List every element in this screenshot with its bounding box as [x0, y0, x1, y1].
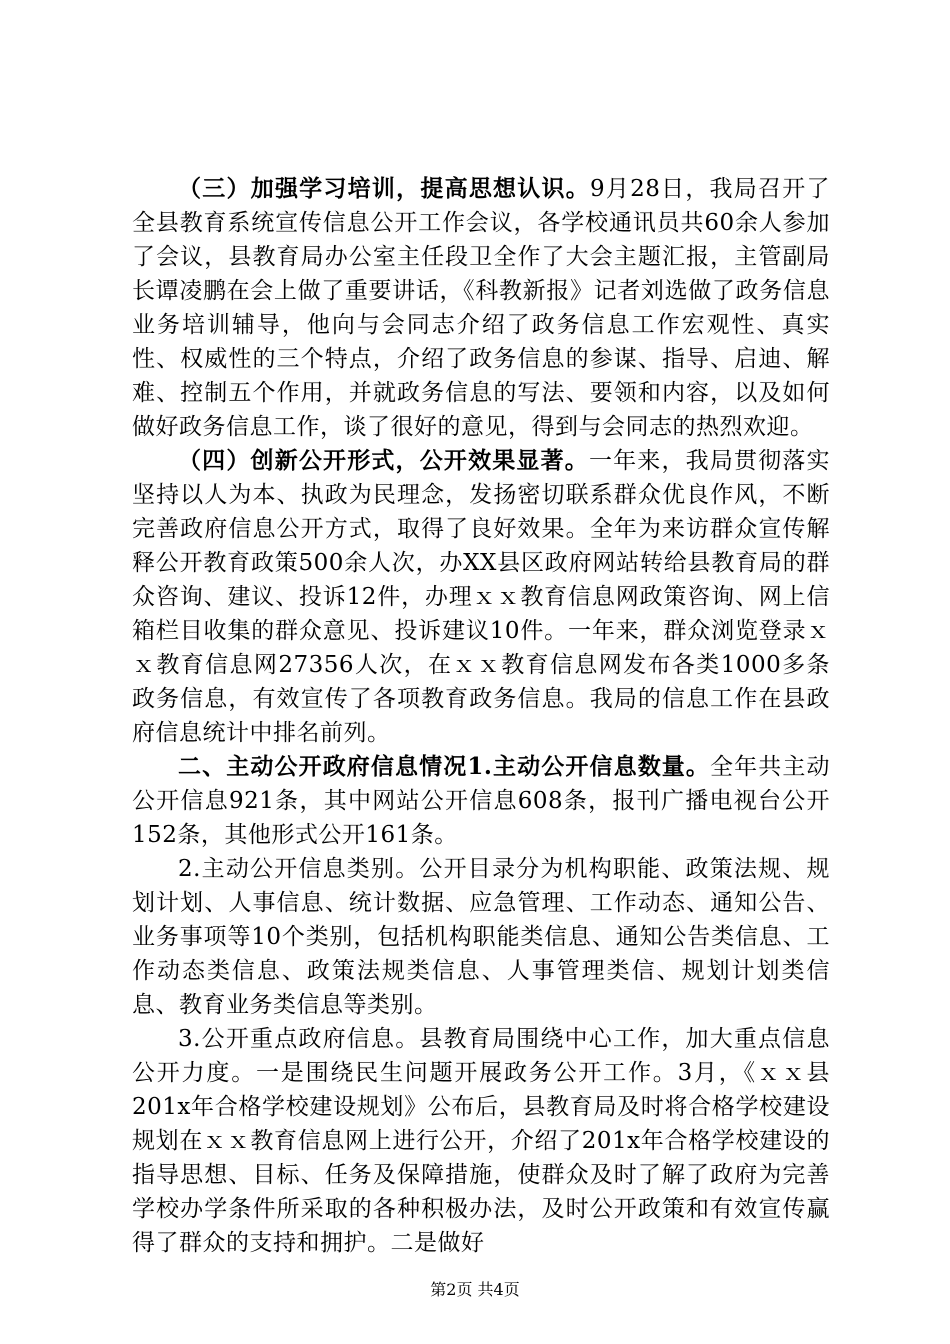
- paragraph-text: 2.主动公开信息类别。公开目录分为机构职能、政策法规、规划计划、人事信息、统计数据、应急管理、工作动态、通知公告、业务事项等10个类别，包括机构职能类信息、通知公告类信息、工作动态类信息、政策法规类信息、人事管理类信、规划计划类信息、教育业务类信息等类别。: [132, 856, 830, 1018]
- paragraph-text: 全年共主动公开信息921条，其中网站公开信息608条，报刊广播电视台公开152条，其他形式公开161条。: [132, 754, 831, 848]
- paragraph-innovation: [132, 444, 830, 750]
- paragraph-training: [132, 172, 830, 444]
- paragraph-categories: [132, 852, 830, 1022]
- paragraph-key-info: [132, 1022, 830, 1260]
- page-footer: 第2页 共4页: [430, 1280, 520, 1299]
- paragraph-heading: （四）创新公开形式，公开效果显著。: [178, 447, 589, 474]
- paragraph-text: 9月28日，我局召开了全县教育系统宣传信息公开工作会议，各学校通讯员共60余人参加了会议，县教育局办公室主任段卫全作了大会主题汇报，主管副局长谭凌鹏在会上做了重要讲话，《科教新报》记者刘选做了政务信息业务培训辅导，他向与会同志介绍了政务信息工作宏观性、真实性、权威性的三个特点，介绍了政务信息的参谋、指导、启迪、解难、控制五个作用，并就政务信息的写法、要领和内容，以及如何做好政务信息工作，谈了很好的意见，得到与会同志的热烈欢迎。: [132, 176, 830, 440]
- document-body: [132, 172, 830, 1260]
- paragraph-text: 一年来，我局贯彻落实坚持以人为本、执政为民理念，发扬密切联系群众优良作风，不断完善政府信息公开方式，取得了良好效果。全年为来访群众宣传解释公开教育政策500余人次，办XX县区政府网站转给县教育局的群众咨询、建议、投诉12件，办理ｘｘ教育信息网政策咨询、网上信箱栏目收集的群众意见、投诉建议10件。一年来，群众浏览登录ｘｘ教育信息网27356人次，在ｘｘ教育信息网发布各类1000多条政务信息，有效宣传了各项教育政务信息。我局的信息工作在县政府信息统计中排名前列。: [132, 448, 831, 746]
- paragraph-text: 3.公开重点政府信息。县教育局围绕中心工作，加大重点信息公开力度。一是围绕民生问题开展政务公开工作。3月，《ｘｘ县201x年合格学校建设规划》公布后，县教育局及时将合格学校建设规划在ｘｘ教育信息网上进行公开，介绍了201x年合格学校建设的指导思想、目标、任务及保障措施，使群众及时了解了政府为完善学校办学条件所采取的各种积极办法，及时公开政策和有效宣传赢得了群众的支持和拥护。二是做好: [132, 1026, 830, 1256]
- paragraph-heading: （三）加强学习培训，提高思想认识。: [178, 175, 590, 202]
- paragraph-heading: 二、主动公开政府信息情况1.主动公开信息数量。: [178, 753, 711, 780]
- paragraph-active-disclosure: [132, 750, 830, 852]
